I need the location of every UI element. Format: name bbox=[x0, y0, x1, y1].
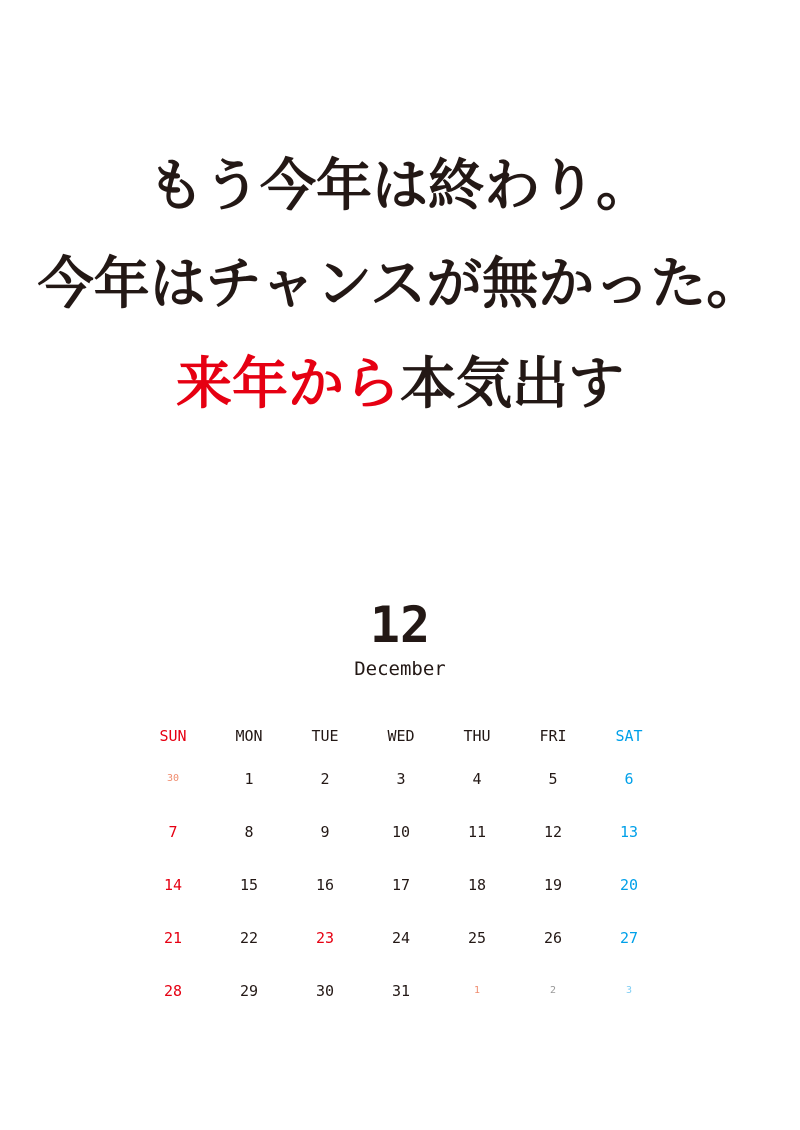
headline-line-1: もう今年は終わり。 bbox=[148, 153, 652, 219]
calendar-day: 18 bbox=[467, 876, 487, 894]
calendar-day: 11 bbox=[467, 823, 487, 841]
calendar-day: 20 bbox=[619, 876, 639, 894]
calendar-day: 1 bbox=[244, 770, 254, 788]
calendar-day: 30 bbox=[315, 982, 335, 1000]
calendar-day: 14 bbox=[163, 876, 183, 894]
calendar-day: 16 bbox=[315, 876, 335, 894]
calendar-day: 4 bbox=[472, 770, 482, 788]
calendar-day: 31 bbox=[391, 982, 411, 1000]
calendar-day: 13 bbox=[619, 823, 639, 841]
weekday-header: THU bbox=[463, 727, 491, 745]
headline-red-text: 来年から bbox=[176, 351, 400, 417]
calendar-day-other-month: 30 bbox=[166, 773, 180, 784]
calendar-day: 7 bbox=[168, 823, 178, 841]
calendar-grid bbox=[135, 724, 667, 1032]
calendar-day: 2 bbox=[320, 770, 330, 788]
calendar-day: 21 bbox=[163, 929, 183, 947]
calendar-day: 5 bbox=[548, 770, 558, 788]
calendar-day: 19 bbox=[543, 876, 563, 894]
weekday-header: TUE bbox=[311, 727, 339, 745]
calendar-day: 8 bbox=[244, 823, 254, 841]
headline-line-2: 今年はチャンスが無かった。 bbox=[37, 251, 763, 317]
weekday-header: WED bbox=[387, 727, 415, 745]
calendar-day: 25 bbox=[467, 929, 487, 947]
month-number: 12 bbox=[369, 596, 431, 654]
calendar-day: 27 bbox=[619, 929, 639, 947]
calendar-day: 3 bbox=[396, 770, 406, 788]
calendar-day-other-month: 3 bbox=[625, 985, 633, 996]
headline-line-3 bbox=[0, 351, 800, 417]
weekday-header: FRI bbox=[539, 727, 567, 745]
calendar-day: 6 bbox=[624, 770, 634, 788]
headline-black-text: 本気出す bbox=[400, 351, 624, 417]
weekday-header: SAT bbox=[615, 727, 643, 745]
calendar-day: 12 bbox=[543, 823, 563, 841]
calendar-day: 24 bbox=[391, 929, 411, 947]
calendar-day: 23 bbox=[315, 929, 335, 947]
calendar-day: 22 bbox=[239, 929, 259, 947]
calendar-day: 29 bbox=[239, 982, 259, 1000]
calendar-day-other-month: 2 bbox=[549, 985, 557, 996]
month-name: December bbox=[354, 658, 446, 680]
calendar-day: 10 bbox=[391, 823, 411, 841]
calendar-day: 26 bbox=[543, 929, 563, 947]
weekday-header: SUN bbox=[159, 727, 187, 745]
weekday-header: MON bbox=[235, 727, 263, 745]
calendar-day: 17 bbox=[391, 876, 411, 894]
calendar-day: 15 bbox=[239, 876, 259, 894]
calendar-day: 28 bbox=[163, 982, 183, 1000]
calendar-day: 9 bbox=[320, 823, 330, 841]
calendar-day-other-month: 1 bbox=[473, 985, 481, 996]
